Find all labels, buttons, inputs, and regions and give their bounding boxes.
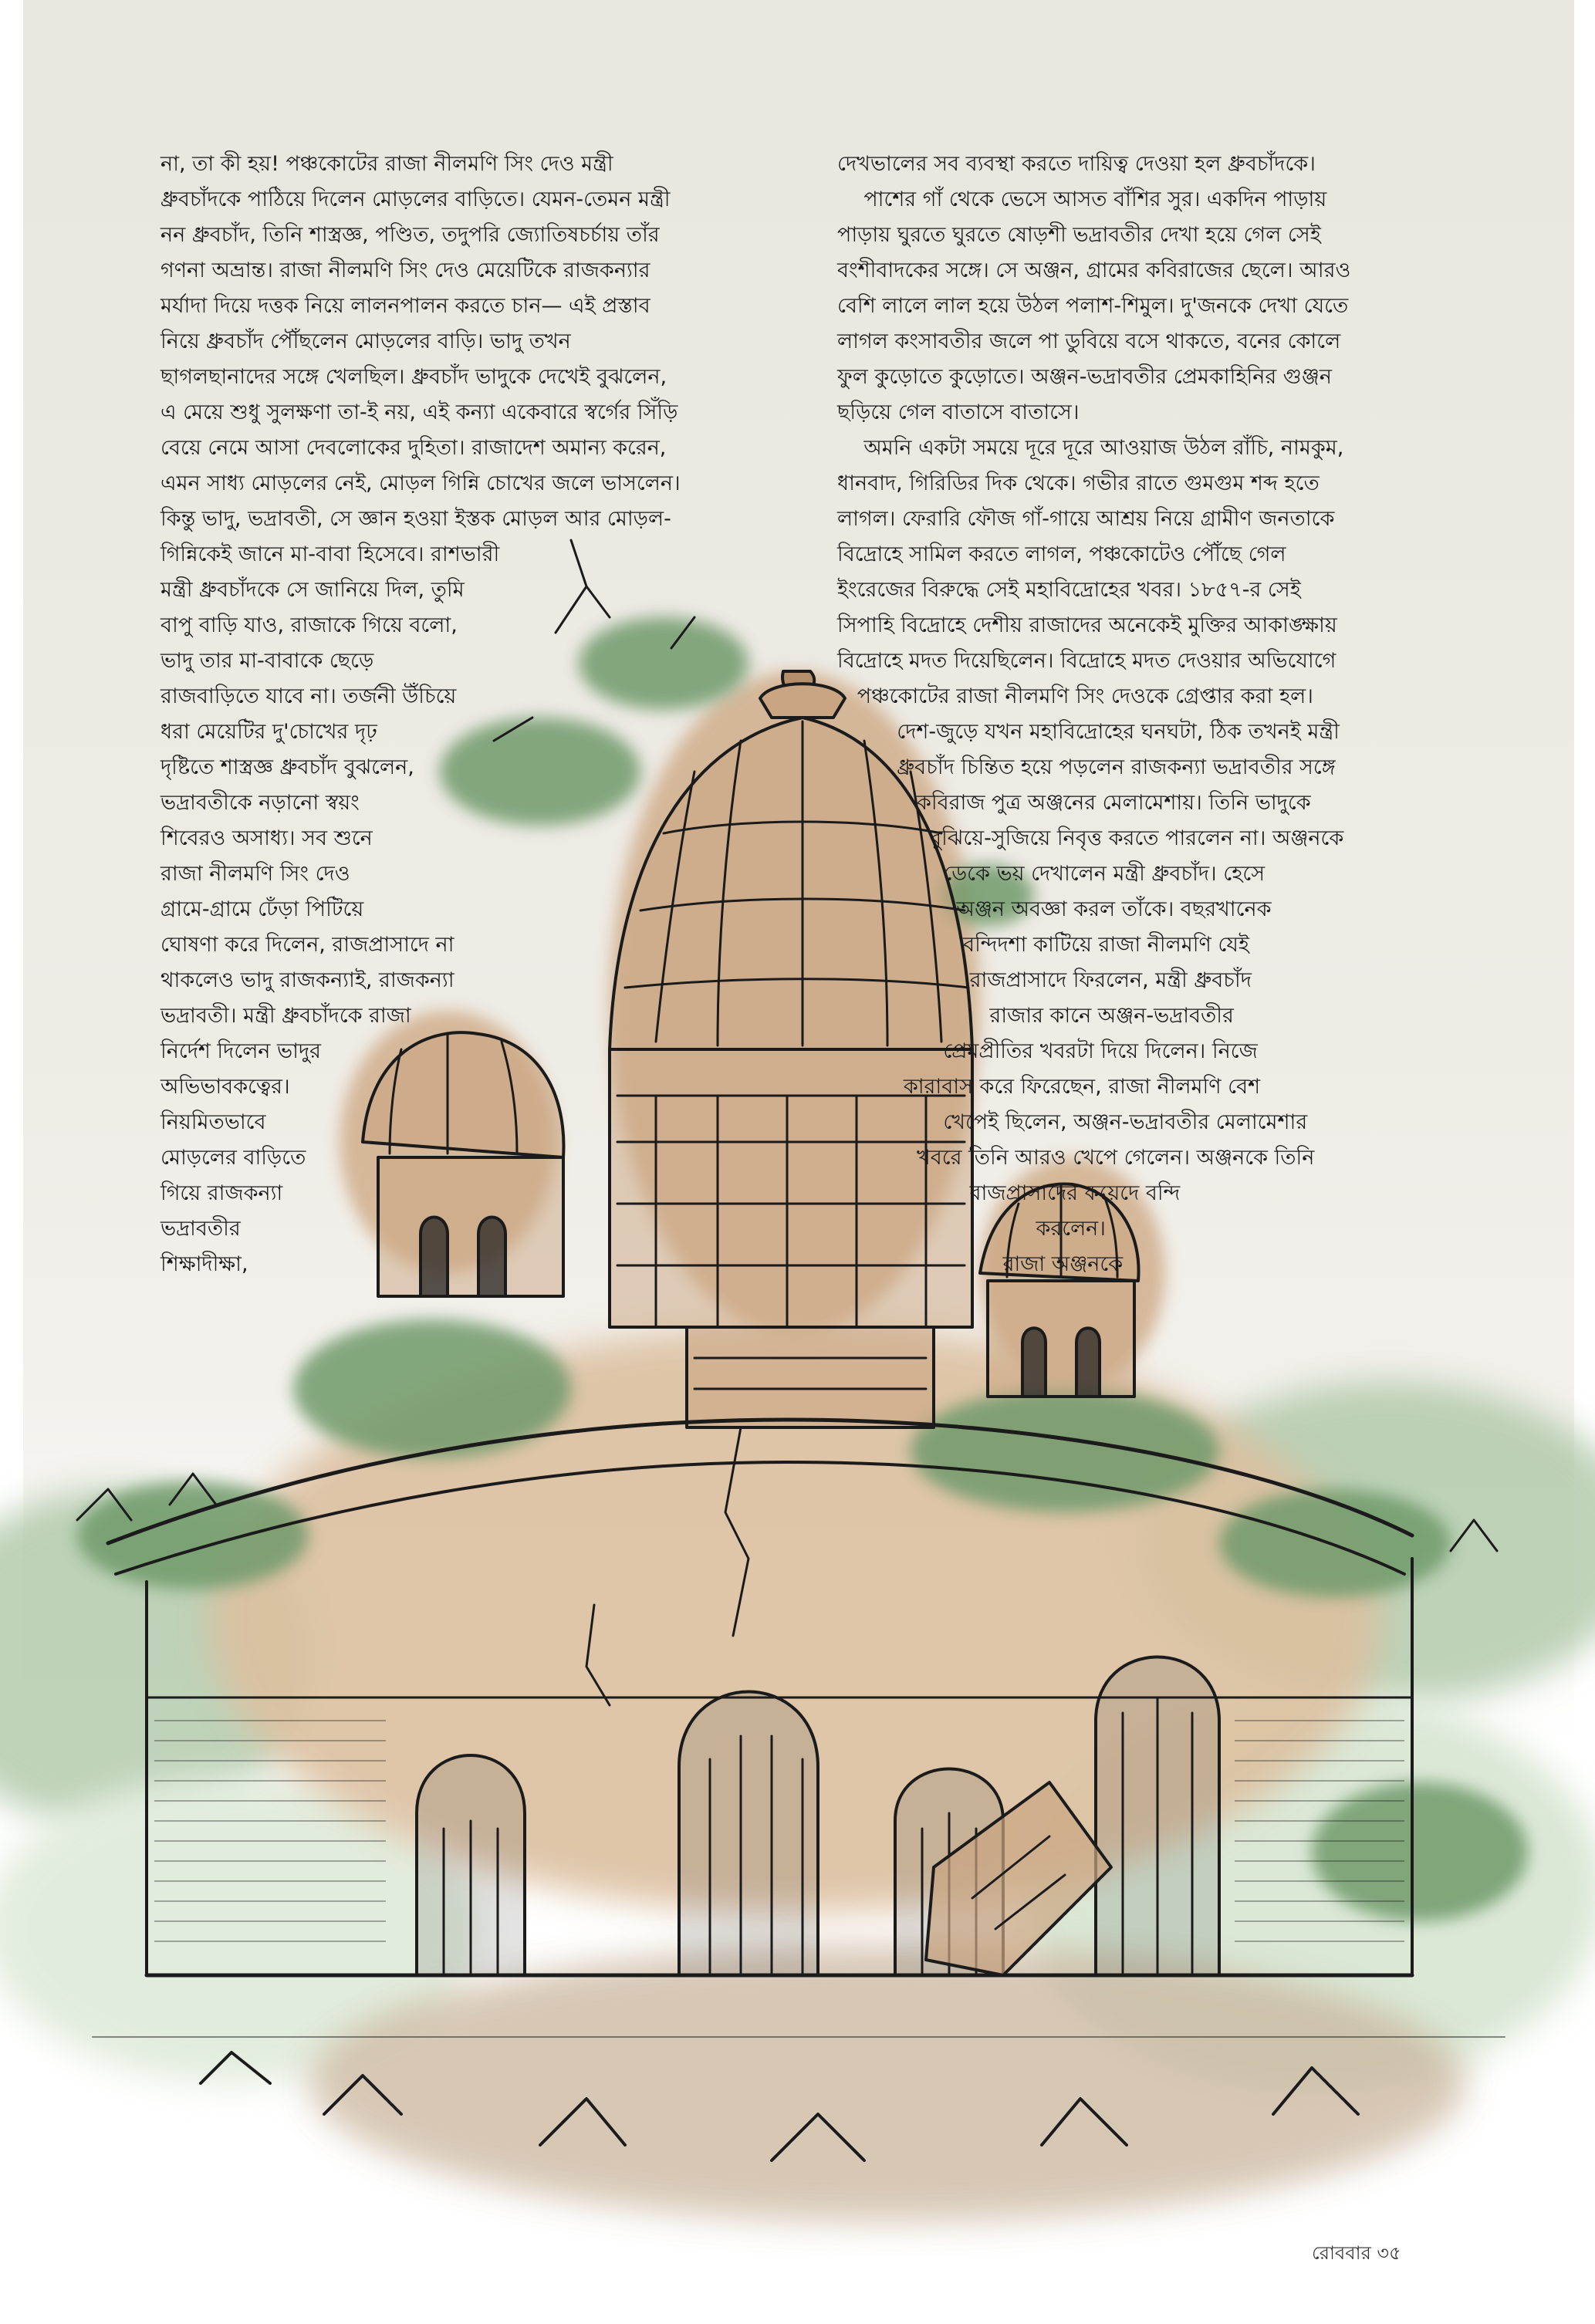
article-text-line: লাগল কংসাবতীর জলে পা ডুবিয়ে বসে থাকতে, বনের কোলে bbox=[837, 329, 1341, 353]
page-footer: রোববার ৩৫ bbox=[1312, 2242, 1401, 2264]
article-text-line: বংশীবাদকের সঙ্গে। সে অঞ্জন, গ্রামের কবিরাজের ছেলে। আরও bbox=[837, 258, 1351, 282]
article-text-line: লাগল। ফেরারি ফৌজ গাঁ-গায়ে আশ্রয় নিয়ে গ্রামীণ জনতাকে bbox=[837, 507, 1335, 531]
article-text-line: অভিভাবকত্বের। bbox=[161, 1075, 290, 1099]
article-text-line: রাজা অঞ্জনকে bbox=[837, 1252, 1124, 1276]
article-text-line: প্রেমপ্রীতির খবরটা দিয়ে দিলেন। নিজে bbox=[837, 1039, 1258, 1063]
article-text-line: নন ধ্রুবচাঁদ, তিনি শাস্ত্রজ্ঞ, পণ্ডিত, তদুপরি জ্যোতিষচর্চায় তাঁর bbox=[161, 223, 660, 247]
article-text-line: বন্দিদশা কাটিয়ে রাজা নীলমণি যেই bbox=[837, 933, 1249, 957]
article-text-line: বুঝিয়ে-সুজিয়ে নিবৃত্ত করতে পারলেন না। অঞ্জনকে bbox=[837, 826, 1344, 850]
article-text-line: বাপু বাড়ি যাও, রাজাকে গিয়ে বলো, bbox=[161, 613, 458, 637]
article-text-line: শিক্ষাদীক্ষা, bbox=[161, 1252, 248, 1276]
article-text-line: ধ্রুবচাঁদকে পাঠিয়ে দিলেন মোড়লের বাড়িতে। যেমন-তেমন মন্ত্রী bbox=[161, 187, 671, 211]
article-text-line: বেশি লালে লাল হয়ে উঠল পলাশ-শিমুল। দু'জনকে দেখা যেতে bbox=[837, 294, 1349, 318]
article-column-right bbox=[837, 147, 1350, 1282]
article-text-line: বিদ্রোহে মদত দিয়েছিলেন। বিদ্রোহে মদত দেওয়ার অভিযোগে bbox=[837, 649, 1336, 673]
article-text-line: মর্যাদা দিয়ে দত্তক নিয়ে লালনপালন করতে চান— এই প্রস্তাব bbox=[161, 294, 651, 318]
article-text-line: ছড়িয়ে গেল বাতাসে বাতাসে। bbox=[837, 400, 1080, 424]
article-text-line: খবরে তিনি আরও খেপে গেলেন। অঞ্জনকে তিনি bbox=[837, 1146, 1315, 1170]
article-column-left bbox=[161, 147, 681, 1282]
article-text-line: দেখভালের সব ব্যবস্থা করতে দায়িত্ব দেওয়া হল ধ্রুবচাঁদকে। bbox=[837, 152, 1316, 176]
article-text-line: পাড়ায় ঘুরতে ঘুরতে ষোড়শী ভদ্রাবতীর দেখা হয়ে গেল সেই bbox=[837, 223, 1321, 247]
article-text-line: ইংরেজের বিরুদ্ধে সেই মহাবিদ্রোহের খবর। ১৮৫৭-র সেই bbox=[837, 578, 1301, 602]
article-text-line: রাজার কানে অঞ্জন-ভদ্রাবতীর bbox=[837, 1004, 1234, 1028]
article-text-line: নিয়ে ধ্রুবচাঁদ পৌঁছলেন মোড়লের বাড়ি। ভাদু তখন bbox=[161, 329, 571, 353]
article-text-line: ধ্রুবচাঁদ চিন্তিত হয়ে পড়লেন রাজকন্যা ভদ্রাবতীর সঙ্গে bbox=[837, 755, 1336, 779]
article-text-line: থাকলেও ভাদু রাজকন্যাই, রাজকন্যা bbox=[161, 968, 455, 992]
article-text-line: ফুল কুড়োতে কুড়োতে। অঞ্জন-ভদ্রাবতীর প্রেমকাহিনির গুঞ্জন bbox=[837, 365, 1332, 389]
article-text-line: ভাদু তার মা-বাবাকে ছেড়ে bbox=[161, 649, 374, 673]
article-text-line: সিপাহি বিদ্রোহে দেশীয় রাজাদের অনেকেই মুক্তির আকাঙ্ক্ষায় bbox=[837, 613, 1337, 637]
article-text-line: কবিরাজ পুত্র অঞ্জনের মেলামেশায়। তিনি ভাদুকে bbox=[837, 791, 1311, 815]
article-text-line: নির্দেশ দিলেন ভাদুর bbox=[161, 1039, 321, 1063]
article-text-line: এ মেয়ে শুধু সুলক্ষণা তা-ই নয়, এই কন্যা একেবারে স্বর্গের সিঁড়ি bbox=[161, 400, 678, 424]
article-text-line: পাশের গাঁ থেকে ভেসে আসত বাঁশির সুর। একদিন পাড়ায় bbox=[837, 187, 1327, 211]
article-text-line: গিন্নিকেই জানে মা-বাবা হিসেবে। রাশভারী bbox=[161, 542, 500, 566]
article-text-line: খেপেই ছিলেন, অঞ্জন-ভদ্রাবতীর মেলামেশার bbox=[837, 1110, 1308, 1134]
article-text-line: মন্ত্রী ধ্রুবচাঁদকে সে জানিয়ে দিল, তুমি bbox=[161, 578, 465, 602]
article-text-line: বিদ্রোহে সামিল করতে লাগল, পঞ্চকোটেও পৌঁছে গেল bbox=[837, 542, 1286, 566]
article-text-line: বেয়ে নেমে আসা দেবলোকের দুহিতা। রাজাদেশ অমান্য করেন, bbox=[161, 436, 667, 460]
article-text-line: দেশ-জুড়ে যখন মহাবিদ্রোহের ঘনঘটা, ঠিক তখনই মন্ত্রী bbox=[837, 720, 1340, 744]
article-text-line: ভদ্রাবতী। মন্ত্রী ধ্রুবচাঁদকে রাজা bbox=[161, 1004, 411, 1028]
article-text-line: ডেকে ভয় দেখালেন মন্ত্রী ধ্রুবচাঁদ। হেসে bbox=[837, 862, 1266, 886]
article-text-line: না, তা কী হয়! পঞ্চকোটের রাজা নীলমণি সিং দেও মন্ত্রী bbox=[161, 152, 613, 176]
article-text-line: গ্রামে-গ্রামে ঢেঁড়া পিটিয়ে bbox=[161, 897, 364, 921]
article-text-line: করলেন। bbox=[837, 1217, 1106, 1241]
article-text-line: রাজপ্রাসাদে ফিরলেন, মন্ত্রী ধ্রুবচাঁদ bbox=[837, 968, 1252, 992]
article-text-line: অমনি একটা সময়ে দূরে দূরে আওয়াজ উঠল রাঁচি, নামকুম, bbox=[837, 436, 1344, 460]
article-text-line: শিবেরও অসাধ্য। সব শুনে bbox=[161, 826, 373, 850]
article-text-line: পঞ্চকোটের রাজা নীলমণি সিং দেওকে গ্রেপ্তার করা হল। bbox=[837, 684, 1313, 708]
article-text-line: রাজা নীলমণি সিং দেও bbox=[161, 862, 350, 886]
article-text-line: ছাগলছানাদের সঙ্গে খেলছিল। ধ্রুবচাঁদ ভাদুকে দেখেই বুঝলেন, bbox=[161, 365, 667, 389]
article-text-line: ধানবাদ, গিরিডির দিক থেকে। গভীর রাতে গুমগুম শব্দ হতে bbox=[837, 471, 1320, 495]
article-text-line: এমন সাধ্য মোড়লের নেই, মোড়ল গিন্নি চোখের জলে ভাসলেন। bbox=[161, 471, 681, 495]
article-text-line: রাজবাড়িতে যাবে না। তর্জনী উঁচিয়ে bbox=[161, 684, 457, 708]
article-text-line: রাজপ্রাসাদের কয়েদে বন্দি bbox=[837, 1181, 1181, 1205]
article-text-line: গিয়ে রাজকন্যা bbox=[161, 1181, 283, 1205]
article-text-line: ভদ্রাবতীকে নড়ানো স্বয়ং bbox=[161, 791, 360, 815]
article-text-line: অঞ্জন অবজ্ঞা করল তাঁকে। বছরখানেক bbox=[837, 897, 1272, 921]
article-text-line: কিন্তু ভাদু, ভদ্রাবতী, সে জ্ঞান হওয়া ইস্তক মোড়ল আর মোড়ল- bbox=[161, 507, 671, 531]
article-text-line: দৃষ্টিতে শাস্ত্রজ্ঞ ধ্রুবচাঁদ বুঝলেন, bbox=[161, 755, 414, 779]
article-text-line: ধরা মেয়েটির দু'চোখের দৃঢ় bbox=[161, 720, 377, 744]
article-text-line: নিয়মিতভাবে bbox=[161, 1110, 266, 1134]
article-text-line: গণনা অভ্রান্ত। রাজা নীলমণি সিং দেও মেয়েটিকে রাজকন্যার bbox=[161, 258, 651, 282]
article-text-line: কারাবাস করে ফিরেছেন, রাজা নীলমণি বেশ bbox=[837, 1075, 1261, 1099]
article-text-line: ভদ্রাবতীর bbox=[161, 1217, 241, 1241]
article-text-line: ঘোষণা করে দিলেন, রাজপ্রাসাদে না bbox=[161, 933, 455, 957]
article-text-line: মোড়লের বাড়িতে bbox=[161, 1146, 306, 1170]
